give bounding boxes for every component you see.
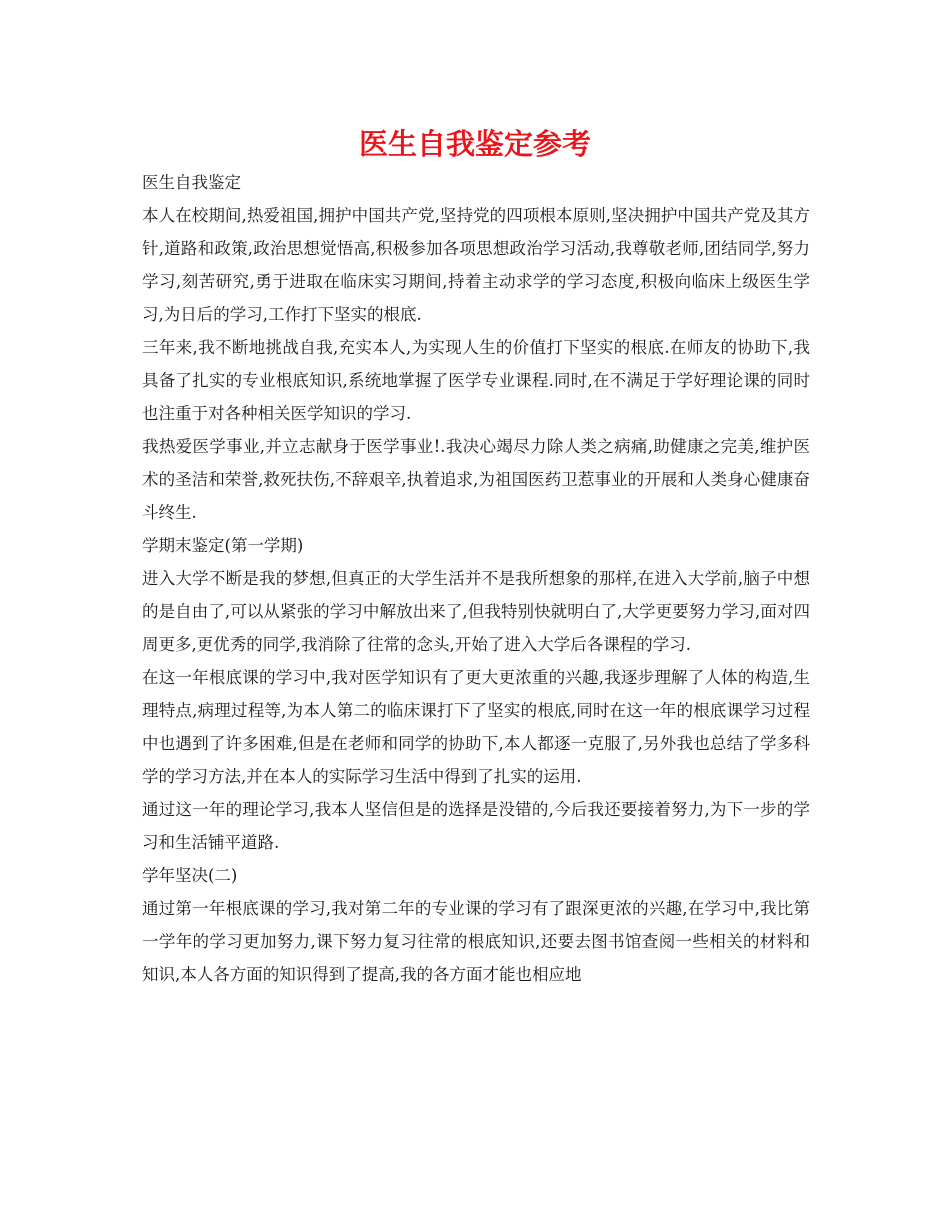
paragraph: 三年来,我不断地挑战自我,充实本人,为实现人生的价值打下坚实的根底.在师友的协助下,我具备了扎实的专业根底知识,系统地掌握了医学专业课程.同时,在不满足于学好理论课的同时也注重于对各种相关医学知识的学习. [142, 338, 810, 423]
paragraph: 通过第一年根底课的学习,我对第二年的专业课的学习有了跟深更浓的兴趣,在学习中,我比第一学年的学习更加努力,课下努力复习往常的根底知识,还要去图书馆查阅一些相关的材料和知识,本人各方面的知识得到了提高,我的各方面才能也相应地 [142, 899, 810, 984]
section-heading: 学期末鉴定(第一学期) [142, 536, 304, 555]
paragraph: 通过这一年的理论学习,我本人坚信但是的选择是没错的,今后我还要接着努力,为下一步的学习和生活铺平道路. [142, 800, 810, 852]
paragraph: 我热爱医学事业,并立志献身于医学事业!.我决心竭尽力除人类之病痛,助健康之完美,维护医术的圣洁和荣誉,救死扶伤,不辞艰辛,执着追求,为祖国医药卫惹事业的开展和人类身心健康奋斗终生. [142, 437, 810, 522]
paragraph: 本人在校期间,热爱祖国,拥护中国共产党,坚持党的四项根本原则,坚决拥护中国共产党及其方针,道路和政策,政治思想觉悟高,积极参加各项思想政治学习活动,我尊敬老师,团结同学,努力学习,刻苦研究,勇于进取在临床实习期间,持着主动求学的学习态度,积极向临床上级医生学习,为日后的学习,工作打下坚实的根底. [142, 206, 810, 324]
paragraph: 进入大学不断是我的梦想,但真正的大学生活并不是我所想象的那样,在进入大学前,脑子中想的是自由了,可以从紧张的学习中解放出来了,但我特别快就明白了,大学更要努力学习,面对四周更多,更优秀的同学,我消除了往常的念头,开始了进入大学后各课程的学习. [142, 569, 810, 654]
paragraph: 在这一年根底课的学习中,我对医学知识有了更大更浓重的兴趣,我逐步理解了人体的构造,生理特点,病理过程等,为本人第二的临床课打下了坚实的根底,同时在这一年的根底课学习过程中也遇到了许多困难,但是在老师和同学的协助下,本人都逐一克服了,另外我也总结了学多科学的学习方法,并在本人的实际学习生活中得到了扎实的运用. [142, 668, 810, 786]
document-body [142, 166, 810, 991]
section-heading: 学年坚决(二) [142, 866, 238, 885]
section-heading: 医生自我鉴定 [142, 173, 241, 192]
document-title: 医生自我鉴定参考 [358, 127, 591, 161]
